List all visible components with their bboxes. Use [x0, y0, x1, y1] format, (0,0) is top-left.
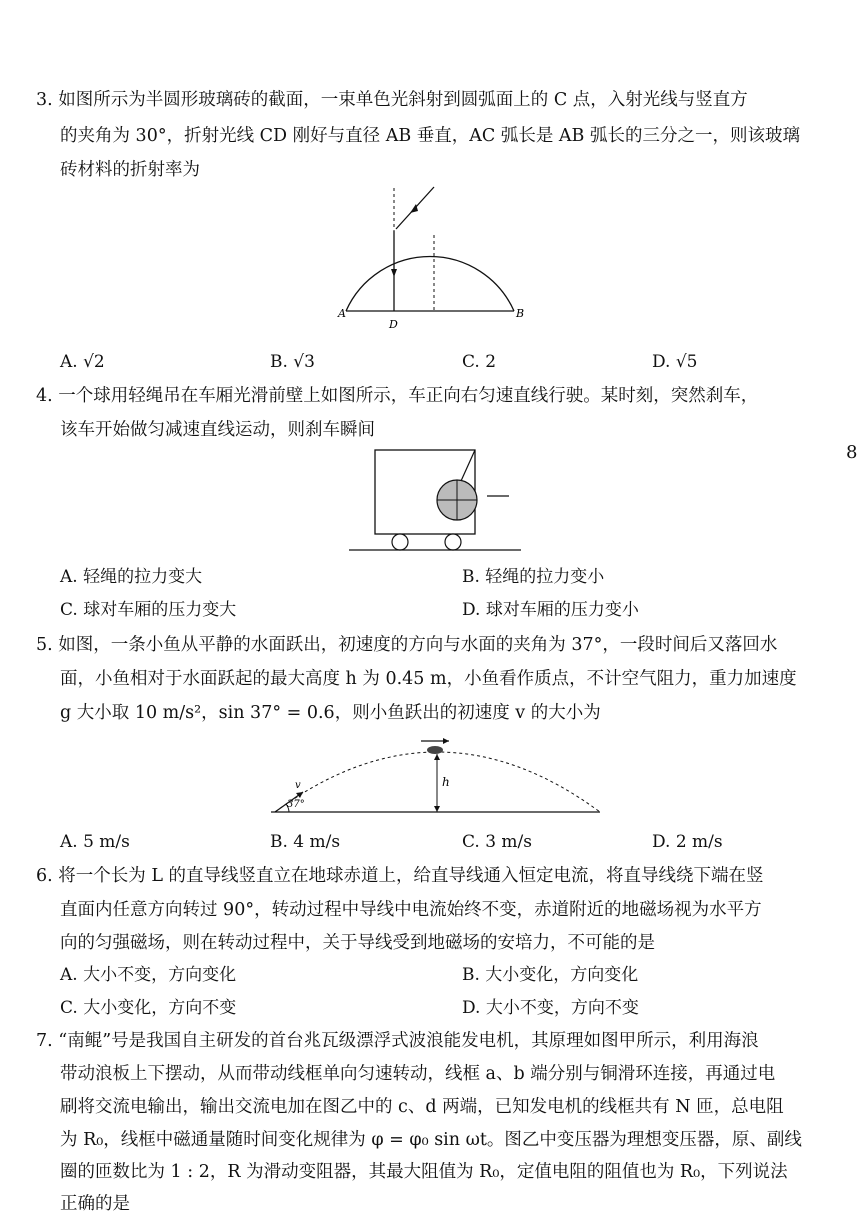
q3-label-d: D — [389, 318, 398, 331]
q7-stem-line-5: 圈的匝数比为 1 : 2，R 为滑动变阻器，其最大阻值为 R₀，定值电阻的阻值也为 R₀，下列说法 — [60, 1162, 788, 1182]
q4-cart-figure — [345, 448, 525, 558]
q7-stem-line-2: 带动浪板上下摆动，从而带动线框单向匀速转动，线框 a、b 端分别与铜滑环连接，再通过电 — [60, 1064, 776, 1084]
q4-option-a: A. 轻绳的拉力变大 — [60, 567, 203, 587]
q6-option-d: D. 大小不变，方向不变 — [462, 998, 639, 1018]
q3-label-b: B — [516, 307, 525, 320]
q3-stem-line-1: 3. 如图所示为半圆形玻璃砖的截面，一束单色光斜射到圆弧面上的 C 点，入射光线与竖直方 — [36, 90, 748, 110]
q5-stem-line-2: 面，小鱼相对于水面跃起的最大高度 h 为 0.45 m，小鱼看作质点，不计空气阻力，重力加速度 — [60, 669, 797, 689]
q5-stem-line-1: 5. 如图，一条小鱼从平静的水面跃出，初速度的方向与水面的夹角为 37°，一段时间后又落回水 — [36, 635, 778, 655]
q3-semicircle-figure — [330, 185, 530, 335]
q4-option-b: B. 轻绳的拉力变小 — [462, 567, 605, 587]
q7-stem-line-1: 7. “南鲲”号是我国自主研发的首台兆瓦级漂浮式波浪能发电机，其原理如图甲所示，利用海浪 — [36, 1031, 759, 1051]
q3-option-c: C. 2 — [462, 352, 497, 372]
q5-option-c: C. 3 m/s — [462, 832, 533, 852]
q5-option-a: A. 5 m/s — [60, 832, 130, 852]
q4-option-d: D. 球对车厢的压力变小 — [462, 600, 639, 620]
q5-label-h: h — [442, 775, 450, 789]
q4-option-c: C. 球对车厢的压力变大 — [60, 600, 237, 620]
q7-stem-line-3: 刷将交流电输出，输出交流电加在图乙中的 c、d 两端，已知发电机的线框共有 N 匝，总电阻 — [60, 1097, 784, 1117]
q6-stem-line-3: 向的匀强磁场，则在转动过程中，关于导线受到地磁场的安培力，不可能的是 — [60, 933, 655, 953]
q4-stem-line-2: 该车开始做匀减速直线运动，则刹车瞬间 — [60, 420, 375, 440]
q3-option-a: A. √2 — [60, 352, 105, 372]
q5-label-angle: 37° — [287, 799, 305, 810]
q3-stem-line-3: 砖材料的折射率为 — [60, 160, 200, 180]
q5-stem-line-3: g 大小取 10 m/s²，sin 37° = 0.6，则小鱼跃出的初速度 v 的大小为 — [60, 703, 601, 723]
q7-stem-line-6: 正确的是 — [60, 1194, 130, 1214]
q3-label-a: A — [338, 307, 346, 320]
q6-option-b: B. 大小变化，方向变化 — [462, 965, 639, 985]
q5-option-b: B. 4 m/s — [270, 832, 341, 852]
q6-stem-line-1: 6. 将一个长为 L 的直导线竖直立在地球赤道上，给直导线通入恒定电流，将直导线绕下端在竖 — [36, 866, 764, 886]
q3-option-b: B. √3 — [270, 352, 315, 372]
q5-option-d: D. 2 m/s — [652, 832, 723, 852]
margin-mark: 8 — [846, 442, 858, 463]
q7-stem-line-4: 为 R₀，线框中磁通量随时间变化规律为 φ = φ₀ sin ωt。图乙中变压器为理想变压器，原、副线 — [60, 1130, 802, 1150]
q3-option-d: D. √5 — [652, 352, 698, 372]
q3-stem-line-2: 的夹角为 30°，折射光线 CD 刚好与直径 AB 垂直，AC 弧长是 AB 弧长的三分之一，则该玻璃 — [60, 126, 800, 146]
q5-fish-trajectory-figure — [265, 732, 610, 822]
q4-stem-line-1: 4. 一个球用轻绳吊在车厢光滑前壁上如图所示，车正向右匀速直线行驶。某时刻，突然刹车， — [36, 386, 759, 406]
q5-label-v: v — [295, 780, 301, 791]
q6-option-a: A. 大小不变，方向变化 — [60, 965, 237, 985]
q6-option-c: C. 大小变化，方向不变 — [60, 998, 237, 1018]
q6-stem-line-2: 直面内任意方向转过 90°，转动过程中导线中电流始终不变，赤道附近的地磁场视为水平方 — [60, 900, 762, 920]
